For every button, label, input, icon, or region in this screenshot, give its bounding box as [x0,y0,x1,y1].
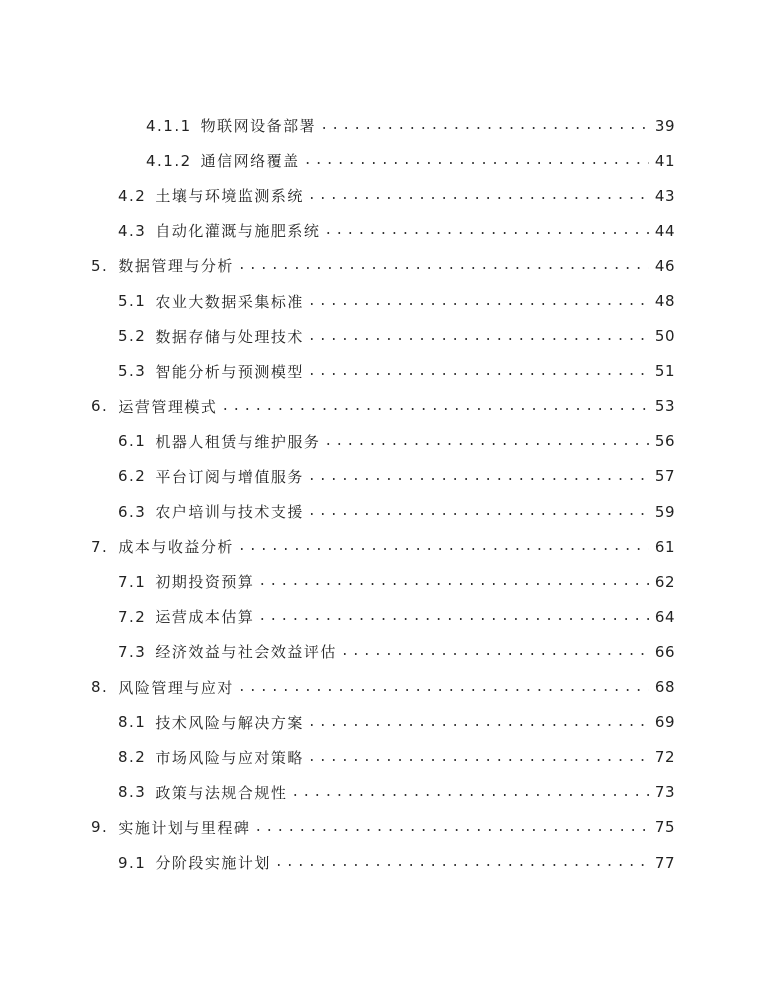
toc-entry-number: 4.3 [118,221,147,240]
toc-entry[interactable] [0,705,765,740]
toc-entry-title: 自动化灌溉与施肥系统 [155,222,321,241]
dot-leader [308,469,649,484]
toc-entry-page: 39 [654,116,675,135]
dot-leader [308,364,649,379]
toc-entry-number: 7.1 [118,572,147,591]
toc-entry-page: 61 [654,537,675,556]
dot-leader [238,258,649,273]
toc-entry-page: 68 [654,678,675,697]
toc-entry-title: 数据存储与处理技术 [155,327,304,346]
toc-entry-number: 7.3 [118,642,147,661]
toc-entry-title: 农户培训与技术支援 [155,503,304,522]
toc-entry[interactable] [0,459,765,494]
toc-entry-number: 8.1 [118,713,147,732]
toc-entry-page: 73 [654,783,675,802]
toc-entry[interactable] [0,178,765,213]
toc-entry[interactable] [0,248,765,283]
dot-leader [308,329,649,344]
toc-entry-title: 风险管理与应对 [118,678,234,697]
toc-entry-title: 通信网络覆盖 [200,152,300,171]
toc-entry-title: 政策与法规合规性 [155,783,288,802]
toc-entry-number: 5.3 [118,362,147,381]
toc-entry-page: 51 [654,362,675,381]
toc-entry-number: 5. [91,256,109,275]
dot-leader [254,820,649,835]
dot-leader [238,539,649,554]
toc-entry-title: 成本与收益分析 [118,538,234,557]
dot-leader [238,680,649,695]
toc-entry-title: 市场风险与应对策略 [155,748,304,767]
toc-entry[interactable] [0,143,765,178]
toc-entry[interactable] [0,599,765,634]
toc-entry[interactable] [0,319,765,354]
dot-leader [324,434,649,449]
toc-entry-page: 75 [654,818,675,837]
toc-entry-page: 48 [654,292,675,311]
toc-entry-title: 智能分析与预测模型 [155,362,304,381]
toc-entry-page: 53 [654,397,675,416]
dot-leader [308,715,649,730]
toc-entry[interactable] [0,108,765,143]
toc-entry-page: 44 [654,221,675,240]
dot-leader [320,118,649,133]
toc-entry[interactable] [0,424,765,459]
toc-entry-page: 56 [654,432,675,451]
toc-entry-title: 实施计划与里程碑 [118,818,251,837]
toc-entry-page: 62 [654,572,675,591]
toc-entry[interactable] [0,529,765,564]
toc-entry-number: 8.3 [118,783,147,802]
dot-leader [308,294,649,309]
toc-entry-page: 43 [654,186,675,205]
toc-entry-number: 7.2 [118,607,147,626]
toc-entry-title: 农业大数据采集标准 [155,292,304,311]
toc-entry-number: 6.3 [118,502,147,521]
toc-entry-number: 8.2 [118,748,147,767]
toc-entry-page: 50 [654,327,675,346]
toc-entry-page: 59 [654,502,675,521]
dot-leader [275,855,649,870]
dot-leader [341,644,649,659]
toc-entry-page: 66 [654,642,675,661]
dot-leader [221,399,649,414]
toc-entry-page: 64 [654,607,675,626]
toc-entry-number: 7. [91,537,109,556]
toc-entry-number: 5.2 [118,327,147,346]
dot-leader [308,504,649,519]
dot-leader [291,785,649,800]
toc-entry[interactable] [0,283,765,318]
table-of-contents [0,108,765,880]
dot-leader [324,223,649,238]
toc-entry-page: 41 [654,151,675,170]
dot-leader [258,574,649,589]
toc-entry[interactable] [0,845,765,880]
toc-entry-title: 运营成本估算 [155,608,255,627]
toc-entry-number: 8. [91,678,109,697]
toc-entry-number: 5.1 [118,292,147,311]
dot-leader [304,153,649,168]
toc-entry-number: 6.1 [118,432,147,451]
toc-entry-title: 机器人租赁与维护服务 [155,432,321,451]
toc-entry-page: 77 [654,853,675,872]
toc-entry-page: 69 [654,713,675,732]
toc-entry[interactable] [0,564,765,599]
toc-entry-number: 4.2 [118,186,147,205]
toc-entry[interactable] [0,494,765,529]
toc-entry[interactable] [0,213,765,248]
toc-entry-number: 4.1.1 [146,116,192,135]
toc-entry-title: 分阶段实施计划 [155,854,271,873]
toc-entry-title: 初期投资预算 [155,573,255,592]
toc-entry-number: 9.1 [118,853,147,872]
toc-entry-number: 6. [91,397,109,416]
toc-entry-title: 技术风险与解决方案 [155,713,304,732]
toc-entry-number: 4.1.2 [146,151,192,170]
toc-entry[interactable] [0,810,765,845]
toc-entry-number: 6.2 [118,467,147,486]
toc-entry[interactable] [0,775,765,810]
dot-leader [308,750,649,765]
toc-entry-title: 土壤与环境监测系统 [155,187,304,206]
toc-entry-page: 57 [654,467,675,486]
toc-entry-title: 运营管理模式 [118,397,218,416]
toc-entry[interactable] [0,670,765,705]
toc-entry-number: 9. [91,818,109,837]
dot-leader [258,609,649,624]
toc-entry-title: 数据管理与分析 [118,257,234,276]
toc-entry[interactable] [0,354,765,389]
toc-entry[interactable] [0,740,765,775]
toc-entry[interactable] [0,634,765,669]
toc-entry-title: 平台订阅与增值服务 [155,467,304,486]
toc-entry-page: 72 [654,748,675,767]
toc-entry-title: 经济效益与社会效益评估 [155,643,337,662]
toc-entry-page: 46 [654,256,675,275]
toc-entry[interactable] [0,389,765,424]
dot-leader [308,188,649,203]
toc-entry-title: 物联网设备部署 [200,117,317,136]
